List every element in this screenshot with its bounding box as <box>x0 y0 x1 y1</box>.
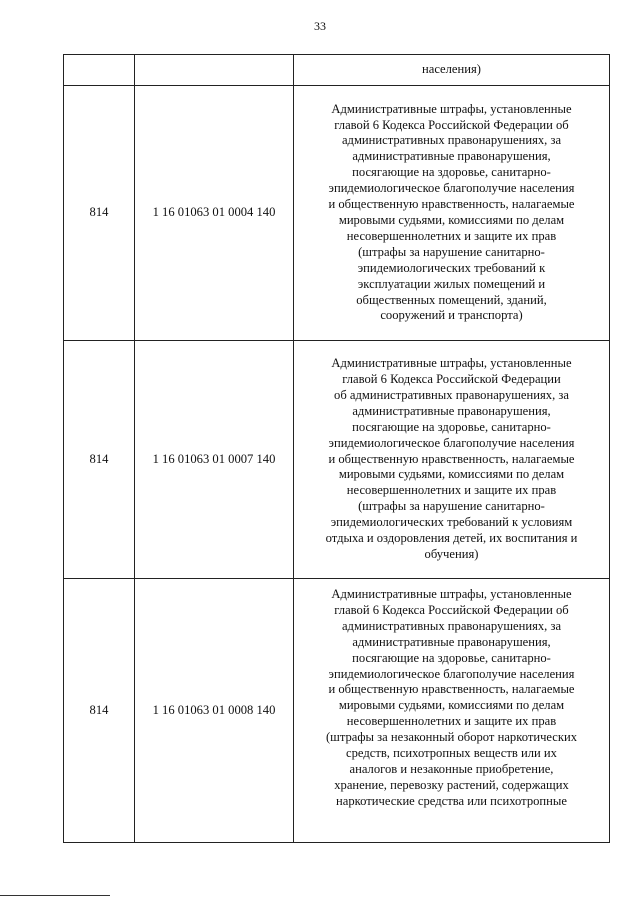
table-row-continuation <box>64 55 610 86</box>
description-cell: населения) <box>294 55 610 86</box>
admin-code-cell: 814 <box>64 579 135 843</box>
table-row <box>64 579 610 843</box>
admin-code-cell: 814 <box>64 341 135 579</box>
description-cell: Административные штрафы, установленные главой 6 Кодекса Российской Федерации об административных правонарушениях, за административные правонарушения, посягающие на здоровье, санитарно- эпидемиологическое благополучие населения и общественную нравственность, налагаемые мировыми судьями, комиссиями по делам несовершеннолетних и защите их прав (штрафы за нарушение санитарно- эпидемиологических требований к эксплуатации жилых помещений и общественных помещений, зданий, сооружений и транспорта) <box>294 86 610 341</box>
kbk-code-cell: 1 16 01063 01 0004 140 <box>135 86 294 341</box>
table-row <box>64 341 610 579</box>
kbk-code-cell <box>135 55 294 86</box>
description-cell: Административные штрафы, установленные главой 6 Кодекса Российской Федерации об административных правонарушениях, за административные правонарушения, посягающие на здоровье, санитарно- эпидемиологическое благополучие населения и общественную нравственность, налагаемые мировыми судьями, комиссиями по делам несовершеннолетних и защите их прав (штрафы за нарушение санитарно- эпидемиологических требований к условиям отдыха и оздоровления детей, их воспитания и обучения) <box>294 341 610 579</box>
footnote-separator <box>0 895 110 896</box>
admin-code-cell <box>64 55 135 86</box>
page-number: 33 <box>314 19 326 33</box>
kbk-code-cell: 1 16 01063 01 0008 140 <box>135 579 294 843</box>
admin-code-cell: 814 <box>64 86 135 341</box>
kbk-code-cell: 1 16 01063 01 0007 140 <box>135 341 294 579</box>
budget-codes-table <box>63 54 610 843</box>
description-cell: Административные штрафы, установленные главой 6 Кодекса Российской Федерации об административных правонарушениях, за административные правонарушения, посягающие на здоровье, санитарно- эпидемиологическое благополучие населения и общественную нравственность, налагаемые мировыми судьями, комиссиями по делам несовершеннолетних и защите их прав (штрафы за незаконный оборот наркотических средств, психотропных веществ или их аналогов и незаконные приобретение, хранение, перевозку растений, содержащих наркотические средства или психотропные <box>294 579 610 843</box>
table-row <box>64 86 610 341</box>
